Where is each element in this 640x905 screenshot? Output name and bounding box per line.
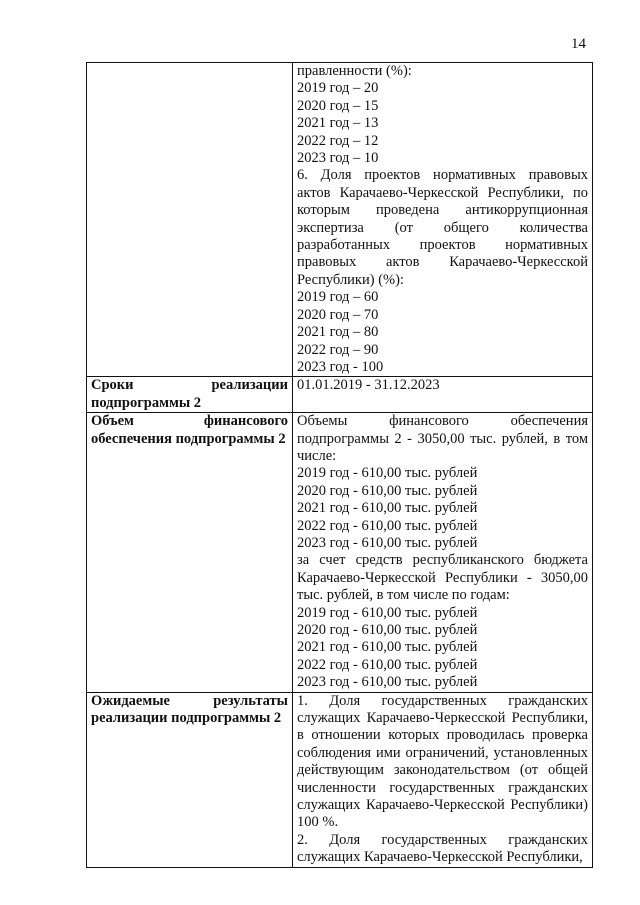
- text-line: 2023 год - 610,00 тыс. рублей: [297, 534, 478, 551]
- text-line: 2020 год - 610,00 тыс. рублей: [297, 622, 478, 638]
- text-line: 2019 год - 610,00 тыс. рублей: [297, 465, 478, 482]
- text-line: 2020 год – 70: [297, 306, 379, 323]
- text-line: 2021 год - 610,00 тыс. рублей: [297, 500, 478, 517]
- row-label: Сроки реализации подпрограммы 2: [87, 377, 293, 413]
- table-row: [87, 63, 593, 377]
- row-value: [293, 63, 593, 377]
- text-line: 2023 год – 10: [297, 150, 379, 167]
- text-line: 2022 год – 12: [297, 132, 379, 149]
- table-row: [87, 692, 593, 867]
- text-line: 2020 год – 15: [297, 97, 379, 114]
- row-value: [293, 692, 593, 867]
- subprogram-passport-table: [86, 62, 593, 868]
- table-row: [87, 377, 593, 413]
- table-row: [87, 413, 593, 693]
- text-line: 2021 год – 80: [297, 324, 379, 341]
- text-line: 2023 год - 100: [297, 358, 384, 375]
- text-line: 2023 год - 610,00 тыс. рублей: [297, 674, 478, 691]
- text-line: 2021 год - 610,00 тыс. рублей: [297, 639, 478, 656]
- text-paragraph: за счет средств республиканского бюджета Карачаево-Черкесской Республики - 3050,00 тыс. рублей, в том числе по годам:: [297, 552, 588, 604]
- text-line: 2021 год – 13: [297, 115, 379, 132]
- text-line: 2022 год - 610,00 тыс. рублей: [297, 517, 478, 534]
- text-paragraph: 6. Доля проектов нормативных правовых актов Карачаево-Черкесской Республики, по которым проведена антикоррупционная экспертиза (от общего количества разработанных проектов нормативных правовых актов Карачаево-Черкесской Республики) (%):: [297, 167, 588, 288]
- text-line: 2019 год - 610,00 тыс. рублей: [297, 604, 478, 621]
- text-paragraph: 1. Доля государственных гражданских служащих Карачаево-Черкесской Республики, в отношении которых проводилась проверка соблюдения ими ограничений, установленных действующим законодательством (от общей численности государственных гражданских служащих Карачаево-Черкесской Республики) 100 %.: [297, 692, 588, 831]
- text-line: 2022 год – 90: [297, 341, 379, 358]
- text-paragraph: Объемы финансового обеспечения подпрограммы 2 - 3050,00 тыс. рублей, в том числе:: [297, 413, 588, 464]
- row-label: Объем финансового обеспечения подпрограммы 2: [87, 413, 293, 693]
- row-value: [293, 377, 593, 413]
- text-line: 2020 год - 610,00 тыс. рублей: [297, 482, 478, 499]
- text-paragraph: 2. Доля государственных гражданских служащих Карачаево-Черкесской Республики,: [297, 831, 588, 866]
- row-label: Ожидаемые результаты реализации подпрограммы 2: [87, 692, 293, 867]
- text-line: 2019 год – 60: [297, 289, 379, 306]
- text-line: 2022 год - 610,00 тыс. рублей: [297, 656, 478, 673]
- text-line: 2019 год – 20: [297, 80, 379, 97]
- text-line: 01.01.2019 - 31.12.2023: [297, 377, 440, 394]
- text-line: правленности (%):: [297, 63, 412, 79]
- row-label: [87, 63, 293, 377]
- page-number: 14: [571, 36, 586, 52]
- row-value: [293, 413, 593, 693]
